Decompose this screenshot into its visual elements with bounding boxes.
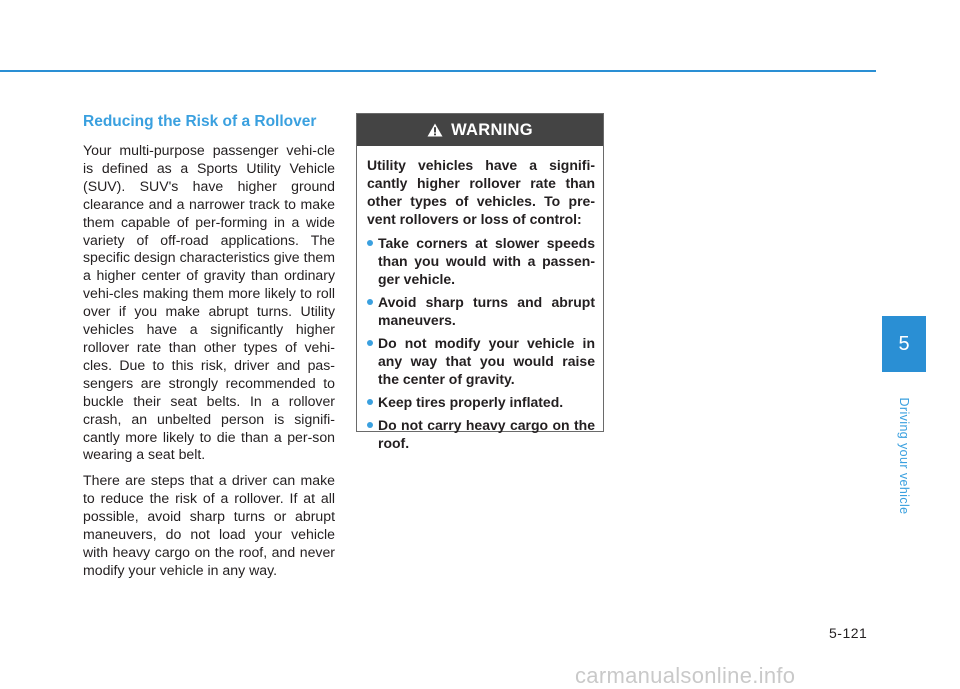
warning-body	[357, 146, 603, 452]
warning-item	[367, 416, 595, 452]
main-column	[83, 113, 335, 588]
top-divider	[0, 70, 876, 72]
page-number: 5-121	[829, 625, 868, 641]
chapter-label: Driving your vehicle	[897, 397, 911, 515]
bullet-icon	[367, 422, 373, 428]
warning-item-text: Avoid sharp turns and abrupt maneuvers.	[378, 294, 595, 328]
watermark: carmanualsonline.info	[575, 663, 796, 688]
bullet-icon	[367, 340, 373, 346]
warning-item-text: Keep tires properly inflated.	[378, 394, 564, 410]
bullet-icon	[367, 299, 373, 305]
warning-header	[357, 114, 603, 146]
warning-intro: Utility vehicles have a signifi-cantly higher rollover rate than other types of vehicles. To pre-vent rollovers or loss of control:	[367, 157, 595, 227]
bullet-icon	[367, 240, 373, 246]
warning-item-text: Take corners at slower speeds than you would with a passen-ger vehicle.	[378, 235, 595, 287]
chapter-tab: 5	[882, 316, 926, 372]
warning-item	[367, 234, 595, 288]
warning-item	[367, 293, 595, 329]
warning-item-text: Do not carry heavy cargo on the roof.	[378, 417, 595, 451]
warning-item	[367, 393, 595, 411]
body-paragraph-1: Your multi-purpose passenger vehi-cle is defined as a Sports Utility Vehicle (SUV). SUV's have higher ground clearance and a narrower track to make them capable of per-forming in a wide variety of off-road applications. The specific design characteristics give them a higher center of gravity than ordinary vehi-cles making them more likely to roll over if you make abrupt turns. Utility vehicles have a significantly higher rollover rate than other types of vehi-cles. Due to this risk, driver and pas-sengers are strongly recommended to buckle their seat belts. In a rollover crash, an unbelted person is signifi-cantly more likely to die than a per-son wearing a seat belt.	[83, 142, 335, 463]
body-paragraph-2: There are steps that a driver can make to reduce the risk of a rollover. If at all possible, avoid sharp turns or abrupt maneuvers, do not load your vehicle with heavy cargo on the roof, and never modify your vehicle in any way.	[83, 472, 335, 578]
bullet-icon	[367, 399, 373, 405]
warning-item-text: Do not modify your vehicle in any way that you would raise the center of gravity.	[378, 335, 595, 387]
warning-item	[367, 334, 595, 388]
section-title: Reducing the Risk of a Rollover	[83, 113, 317, 130]
warning-title: WARNING	[451, 120, 533, 139]
warning-list	[367, 234, 595, 452]
warning-box	[356, 113, 604, 451]
warning-triangle-icon	[427, 123, 443, 137]
